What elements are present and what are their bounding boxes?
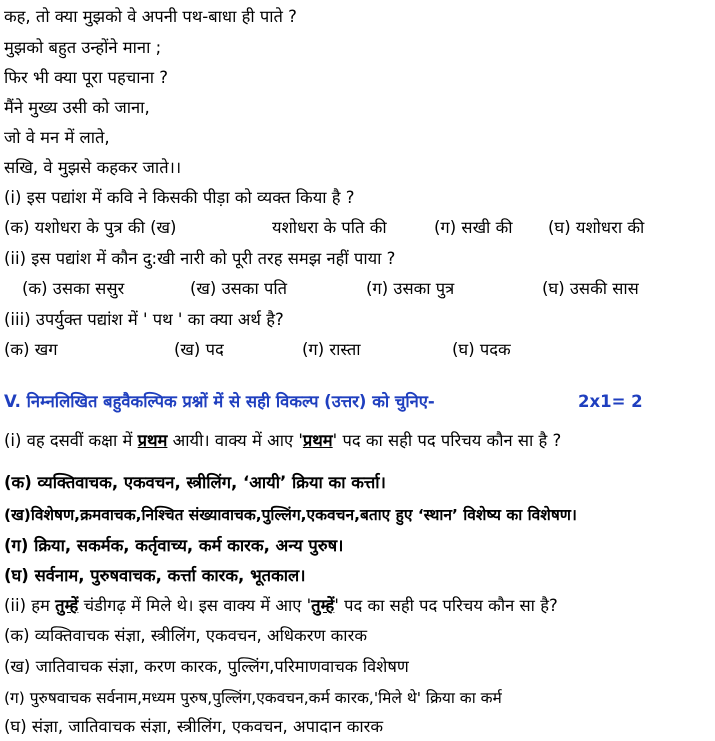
mcq-2-word: तुम्हें xyxy=(55,596,79,615)
section-marks: 2x1= 2 xyxy=(578,392,643,411)
question-3-options xyxy=(4,337,711,363)
mcq-1-mid: आयी। वाक्य में आए ' xyxy=(167,431,303,450)
poem-line-4: मैंने मुख्य उसी को जाना, xyxy=(4,98,150,117)
section-heading xyxy=(4,389,711,415)
mcq-2-post: ' पद का सही पद परिचय कौन सा है? xyxy=(334,596,558,615)
question-1: (i) इस पद्यांश में कवि ने किसकी पीड़ा को व्यक्त किया है ? xyxy=(4,188,355,207)
mcq-2-option-d: (घ) संज्ञा, जातिवाचक संज्ञा, स्त्रीलिंग, एकवचन, अपादान कारक xyxy=(4,717,384,736)
mcq-1-option-b: (ख)विशेषण,क्रमवाचक,निश्चित संख्यावाचक,पुल्लिंग,एकवचन,बताए हुए ‘स्थान’ विशेष्य का विशेषण। xyxy=(4,506,577,524)
poem-line-3: फिर भी क्या पूरा पहचाना ? xyxy=(4,68,168,87)
mcq-2-pre: (ii) हम xyxy=(4,596,56,615)
poem-line-1: कह, तो क्या मुझको वे अपनी पथ-बाधा ही पाते ? xyxy=(4,7,297,26)
mcq-2-mid: चंडीगढ़ में मिले थे। इस वाक्य में आए ' xyxy=(78,596,312,615)
mcq-1-option-a: (क) व्यक्तिवाचक, एकवचन, स्त्रीलिंग, ‘आयी’ क्रिया का कर्त्ता। xyxy=(4,473,386,492)
poem-line-2: मुझको बहुत उन्होंने माना ; xyxy=(4,38,162,57)
mcq-2 xyxy=(4,593,711,619)
section-heading-text: V. निम्नलिखित बहुवैकल्पिक प्रश्नों में से सही विकल्प (उत्तर) को चुनिए- xyxy=(4,392,435,411)
q3-option-c: (ग) रास्ता xyxy=(302,340,361,359)
q1-option-b: यशोधरा के पति की xyxy=(272,218,387,237)
mcq-1-option-d: (घ) सर्वनाम, पुरुषवाचक, कर्त्ता कारक, भूतकाल। xyxy=(4,566,306,585)
mcq-2-option-c: (ग) पुरुषवाचक सर्वनाम,मध्यम पुरुष,पुल्लिंग,एकवचन,कर्म कारक,'मिले थे' क्रिया का कर्म xyxy=(4,689,502,707)
poem-line-6: सखि, वे मुझसे कहकर जाते।। xyxy=(4,158,182,177)
question-2: (ii) इस पद्यांश में कौन दु:खी नारी को पूरी तरह समझ नहीं पाया ? xyxy=(4,249,396,268)
q3-option-b: (ख) पद xyxy=(174,340,224,359)
mcq-2-option-b: (ख) जातिवाचक संज्ञा, करण कारक, पुल्लिंग,परिमाणवाचक विशेषण xyxy=(4,657,409,676)
question-1-options xyxy=(4,215,711,241)
q2-option-b: (ख) उसका पति xyxy=(190,279,288,298)
q3-option-a: (क) खग xyxy=(4,340,58,359)
q2-option-a: (क) उसका ससुर xyxy=(22,279,125,298)
question-2-options xyxy=(4,276,711,302)
mcq-2-option-a: (क) व्यक्तिवाचक संज्ञा, स्त्रीलिंग, एकवचन, अधिकरण कारक xyxy=(4,626,367,645)
mcq-1-post: ' पद का सही पद परिचय कौन सा है ? xyxy=(332,431,562,450)
mcq-1-word2: प्रथम xyxy=(302,431,333,450)
q1-option-d: (घ) यशोधरा की xyxy=(548,218,645,237)
q1-option-c: (ग) सखी की xyxy=(434,218,513,237)
mcq-1-word: प्रथम xyxy=(137,431,168,450)
q2-option-d: (घ) उसकी सास xyxy=(542,279,639,298)
q1-option-a: (क) यशोधरा के पुत्र की (ख) xyxy=(4,218,177,237)
mcq-1-option-c: (ग) क्रिया, सकर्मक, कर्तृवाच्य, कर्म कारक, अन्य पुरुष। xyxy=(4,536,344,555)
question-3: (iii) उपर्युक्त पद्यांश में ' पथ ' का क्या अर्थ है? xyxy=(4,310,284,329)
mcq-1 xyxy=(4,428,711,454)
q2-option-c: (ग) उसका पुत्र xyxy=(366,279,455,298)
poem-line-5: जो वे मन में लाते, xyxy=(4,128,110,147)
mcq-1-pre: (i) वह दसवीं कक्षा में xyxy=(4,431,138,450)
mcq-2-word2: तुम्हें xyxy=(311,596,335,615)
q3-option-d: (घ) पदक xyxy=(452,340,511,359)
